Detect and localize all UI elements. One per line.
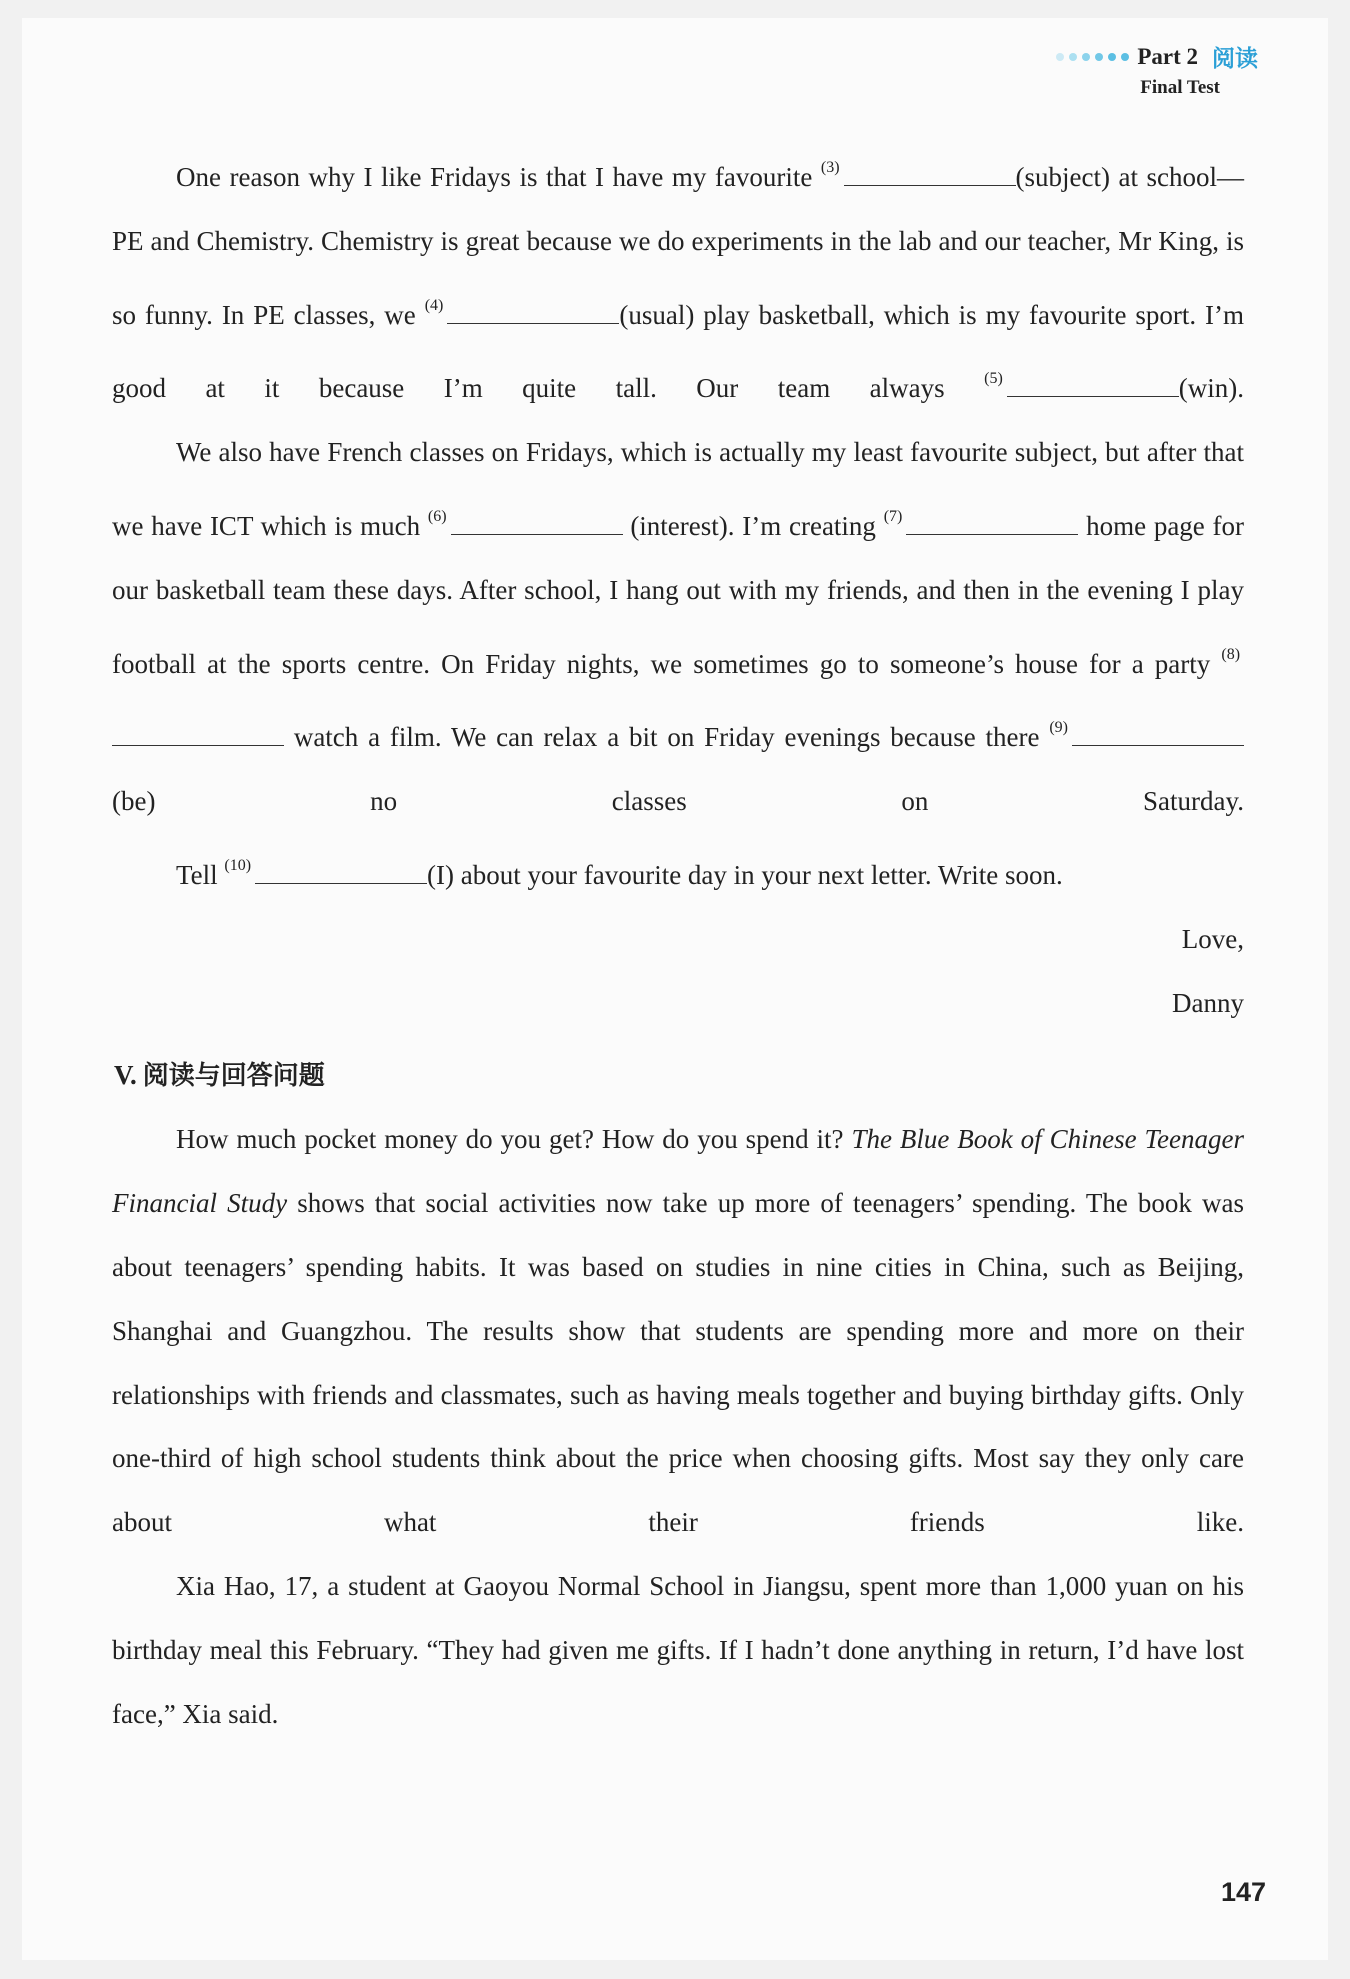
word-hint: (subject) — [1015, 162, 1111, 192]
blank-number: (4) — [424, 296, 444, 314]
answer-blank-8[interactable] — [112, 723, 284, 746]
answer-blank-10[interactable] — [255, 861, 427, 884]
blank-number: (6) — [427, 507, 447, 525]
letter-paragraph-2: We also have French classes on Fridays, which is actually my least favourite subject, but after that we have ICT which is much $^{(6)}$ (interest). I’m creating $^{(7)}$ home page for our basketball team these days. After school, I hang out with my friends, and then in the evening I play football at the sports centre. On Friday nights, we sometimes go to someone’s house for a party $^{(8)}$ watch a film. We can relax a bit on Friday evenings because there $^{(9)}$(be) no classes on Saturday. — [112, 437, 1245, 817]
blank-number: (9) — [1049, 719, 1068, 737]
answer-blank-9[interactable] — [1072, 723, 1244, 746]
answer-blank-3[interactable] — [844, 163, 1016, 186]
section-title-text: 阅读与回答问题 — [142, 1061, 325, 1092]
letter-signature: Danny — [1172, 987, 1244, 1018]
blank-number: (3) — [820, 159, 840, 176]
word-hint: (interest) — [630, 510, 728, 541]
answer-blank-5[interactable] — [1007, 374, 1179, 397]
answer-blank-4[interactable] — [447, 301, 619, 324]
part-label-cn: 阅读 — [1212, 46, 1258, 72]
word-hint: (be) — [112, 786, 156, 817]
part-label: Part 2 — [1137, 43, 1198, 69]
answer-blank-6[interactable] — [451, 512, 623, 535]
page-content — [112, 136, 1244, 1746]
word-hint: (I) — [427, 859, 454, 890]
page-header — [1056, 40, 1258, 99]
header-subtitle: Final Test — [1140, 77, 1220, 98]
blank-number: (5) — [984, 370, 1003, 388]
letter-paragraph-3: Tell $^{(10)}$ (I) about your favourite day in your next letter. Write soon. — [176, 856, 1063, 890]
section-title — [114, 1053, 1244, 1098]
word-hint: (usual) — [619, 299, 695, 330]
page — [22, 18, 1328, 1960]
word-hint: (win) — [1178, 373, 1238, 404]
reading-paragraph-1: How much pocket money do you get? How do you spend it? The Blue Book of Chinese Teenager Financial Study shows that social activities now take up more of teenagers’ spending. The book was about teenagers’ spending habits. It was based on studies in nine cities in China, such as Beijing, Shanghai and Guangzhou. The results show that students are spending more and more on their relationships with friends and classmates, such as having meals together and buying birthday gifts. Only one-third of high school students think about the price when choosing gifts. Most say they only care about what their friends like. — [112, 1124, 1245, 1538]
blank-number: (10) — [224, 856, 252, 874]
section-number: V. — [114, 1060, 137, 1091]
letter-paragraph-1: One reason why I like Fridays is that I have my favourite $^{(3)}$ (subject) at school—PE and Chemistry. Chemistry is great because we do experiments in the lab and our teacher, Mr King, is so funny. In PE classes, we $^{(4)}$ (usual) play basketball, which is my favourite sport. I’m good at it because I’m quite tall. Our team always $^{(5)}$ (win). — [112, 159, 1245, 404]
book-title: The Blue Book of Chinese Teenager Financial Study — [112, 1124, 1244, 1219]
page-number: 147 — [1220, 1877, 1266, 1907]
letter-closing: Love, — [1181, 923, 1244, 954]
blank-number: (8) — [1221, 645, 1241, 663]
reading-paragraph-2: Xia Hao, 17, a student at Gaoyou Normal School in Jiangsu, spent more than 1,000 yuan on his birthday meal this February. “They had given me gifts. If I hadn’t done anything in return, I’d have lost face,” Xia said. — [112, 1570, 1244, 1729]
answer-blank-7[interactable] — [906, 512, 1078, 535]
blank-number: (7) — [883, 507, 903, 525]
decorative-dots-icon — [1056, 53, 1129, 61]
